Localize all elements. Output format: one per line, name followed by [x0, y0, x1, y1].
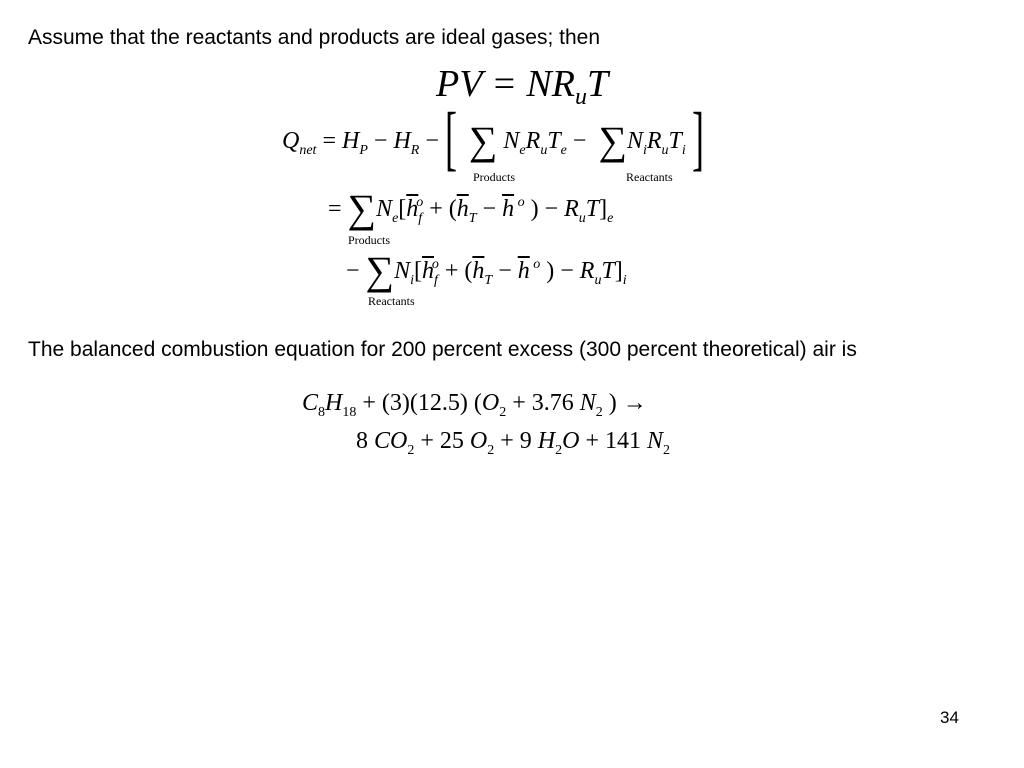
products-sum-label: Products: [473, 170, 515, 184]
combustion-paragraph: The balanced combustion equation for 200 percent excess (300 percent theoretical) air is: [28, 338, 857, 361]
q-net-equation-line-1: $Q_{net} = H_P - H_R$ −[ ∑ $N_eR_uT_e - \sum N_iR_uT_i$]: [282, 98, 704, 178]
combustion-equation-line-2: 8 $CO_2 + 25$ $O_2 + 9$ $H_2O + 141$ $N_2$: [356, 428, 671, 458]
intro-text: Assume that the reactants and products are ideal gases; then: [28, 26, 601, 49]
products-sum-label-2: Products: [348, 233, 390, 247]
ideal-gas-law-main: PV = NR: [436, 63, 575, 105]
ideal-gas-law-subscript: u: [574, 84, 587, 110]
page-number: 34: [940, 708, 959, 727]
q-net-equation-line-2: = $\sum N_e[\overline{h}_f^o + (\overline{h}_T - \overline{h}$ $^o$ ) − $R_uT]_e$: [328, 186, 614, 231]
combustion-equation-line-1: $C_8H_{18} + (3)(12.5) (O_2 + 3.76$ $N_2$ ) →: [302, 390, 647, 420]
reactants-sum-label-2: Reactants: [368, 294, 415, 308]
q-net-equation-line-3: − $\sum N_i[\overline{h}_f^o + (\overline{h}_T - \overline{h}$ $^o$ ) − $R_uT]_i$: [346, 248, 627, 293]
ideal-gas-law-tail: T: [586, 63, 609, 105]
reactants-sum-label: Reactants: [626, 170, 673, 184]
ideal-gas-law-equation: [436, 62, 608, 111]
